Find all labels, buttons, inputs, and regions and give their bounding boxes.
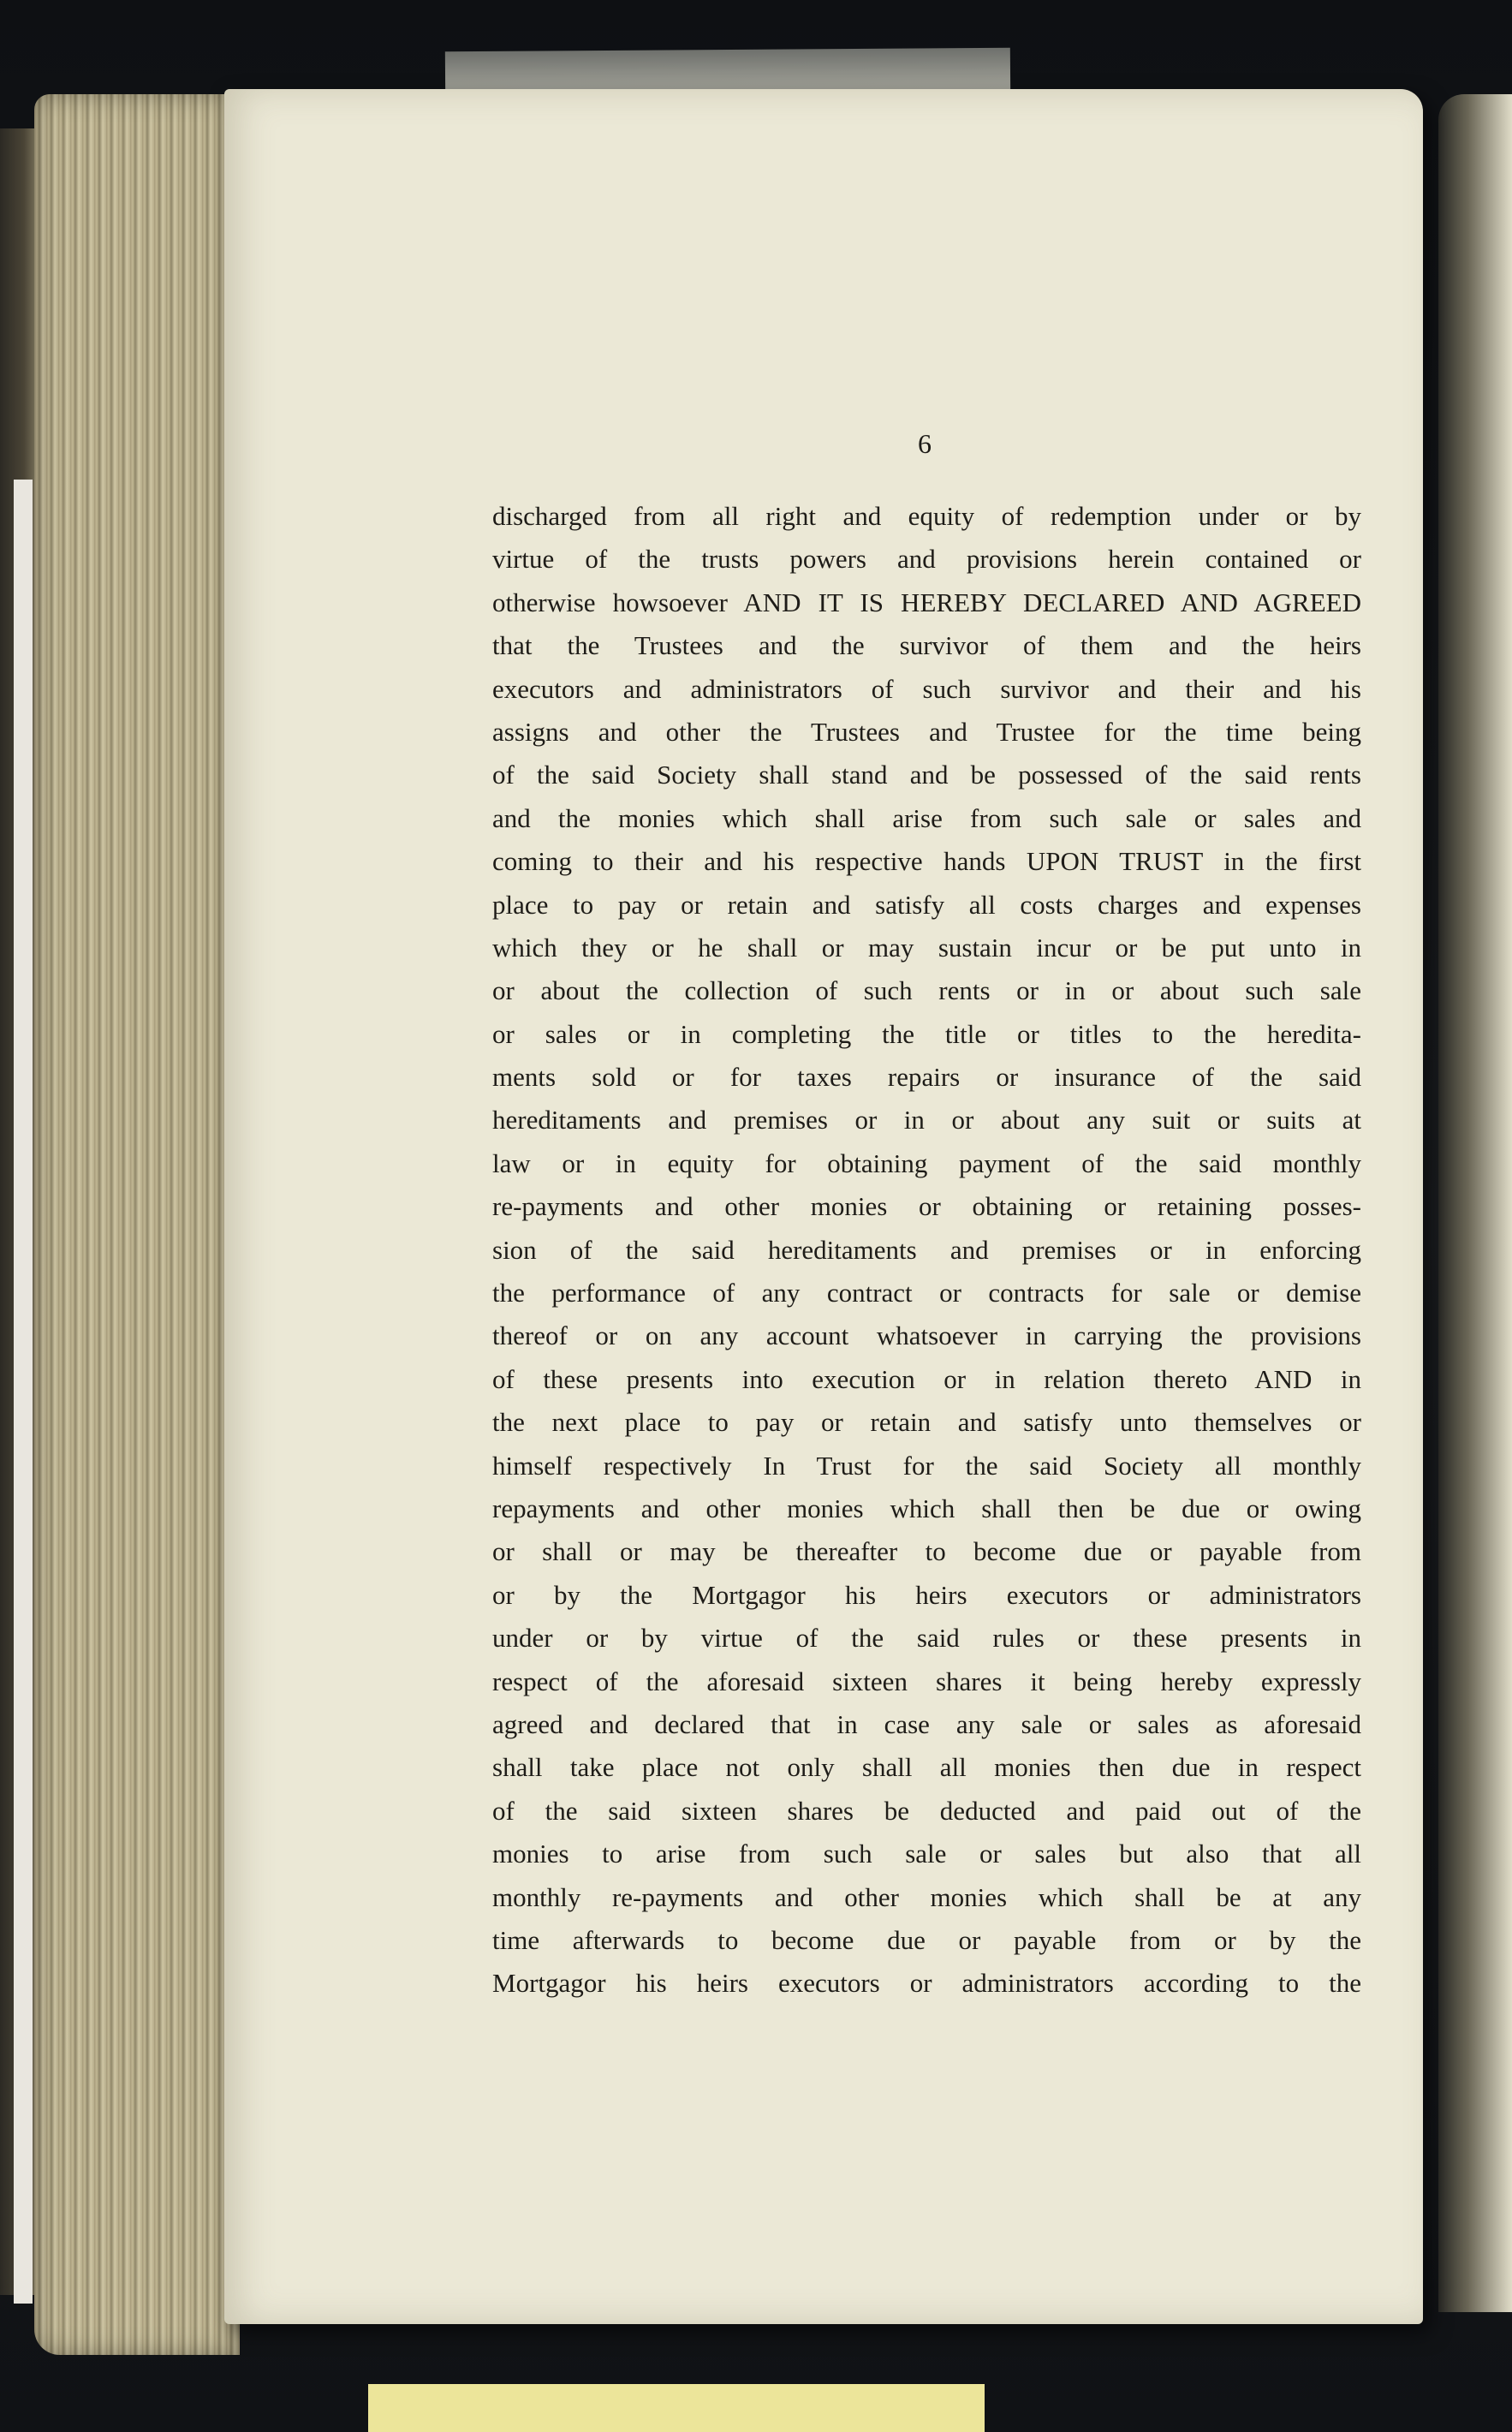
text-line: of the said Society shall stand and be possessed of the said rents — [492, 760, 1361, 790]
text-line: or by the Mortgagor his heirs executors or administrators — [492, 1579, 1361, 1610]
text-line: time afterwards to become due or payable from or by the — [492, 1924, 1361, 1955]
text-line: that the Trustees and the survivor of them and the heirs — [492, 630, 1361, 661]
text-line: re-payments and other monies or obtaining or retaining posses- — [492, 1191, 1361, 1222]
text-line: otherwise howsoever AND IT IS HEREBY DECLARED AND AGREED — [492, 587, 1361, 617]
text-line: discharged from all right and equity of redemption under or by — [492, 501, 1361, 531]
text-line: law or in equity for obtaining payment of the said monthly — [492, 1147, 1361, 1178]
book-spine-strip — [14, 480, 33, 2304]
page-stack-edges — [34, 94, 240, 2355]
text-line: or sales or in completing the title or titles to the heredita- — [492, 1018, 1361, 1049]
text-line: of these presents into execution or in relation thereto AND in — [492, 1363, 1361, 1394]
text-line: coming to their and his respective hands UPON TRUST in the first — [492, 846, 1361, 877]
text-line: or about the collection of such rents or in or about such sale — [492, 975, 1361, 1006]
text-line: place to pay or retain and satisfy all costs charges and expenses — [492, 889, 1361, 920]
facing-page-edge — [1438, 94, 1512, 2312]
text-line: the performance of any contract or contracts for sale or demise — [492, 1278, 1361, 1308]
page-number: 6 — [918, 428, 932, 459]
text-line: respect of the aforesaid sixteen shares it being hereby expressly — [492, 1666, 1361, 1696]
text-line: hereditaments and premises or in or about any suit or suits at — [492, 1105, 1361, 1136]
text-line: himself respectively In Trust for the said Society all monthly — [492, 1450, 1361, 1481]
text-line: repayments and other monies which shall then be due or owing — [492, 1493, 1361, 1523]
text-line: Mortgagor his heirs executors or administrators according to the — [492, 1968, 1361, 1999]
text-line: of the said sixteen shares be deducted and paid out of the — [492, 1795, 1361, 1826]
text-line: sion of the said hereditaments and premises or in enforcing — [492, 1234, 1361, 1265]
text-line: which they or he shall or may sustain incur or be put unto in — [492, 932, 1361, 963]
text-line: and the monies which shall arise from such sale or sales and — [492, 802, 1361, 833]
text-line: monies to arise from such sale or sales but also that all — [492, 1839, 1361, 1869]
text-line: executors and administrators of such survivor and their and his — [492, 673, 1361, 704]
text-line: shall take place not only shall all monies then due in respect — [492, 1752, 1361, 1783]
text-line: monthly re-payments and other monies which shall be at any — [492, 1881, 1361, 1912]
text-line: assigns and other the Trustees and Trustee for the time being — [492, 716, 1361, 747]
text-line: the next place to pay or retain and satisfy unto themselves or — [492, 1407, 1361, 1438]
text-line: or shall or may be thereafter to become due or payable from — [492, 1536, 1361, 1567]
bottom-paper-tab — [368, 2384, 985, 2432]
body-text — [492, 495, 1361, 2006]
text-line: virtue of the trusts powers and provisions herein contained or — [492, 544, 1361, 575]
text-line: agreed and declared that in case any sale or sales as aforesaid — [492, 1708, 1361, 1739]
text-line: thereof or on any account whatsoever in carrying the provisions — [492, 1320, 1361, 1351]
text-line: under or by virtue of the said rules or these presents in — [492, 1623, 1361, 1654]
text-line: ments sold or for taxes repairs or insurance of the said — [492, 1062, 1361, 1093]
